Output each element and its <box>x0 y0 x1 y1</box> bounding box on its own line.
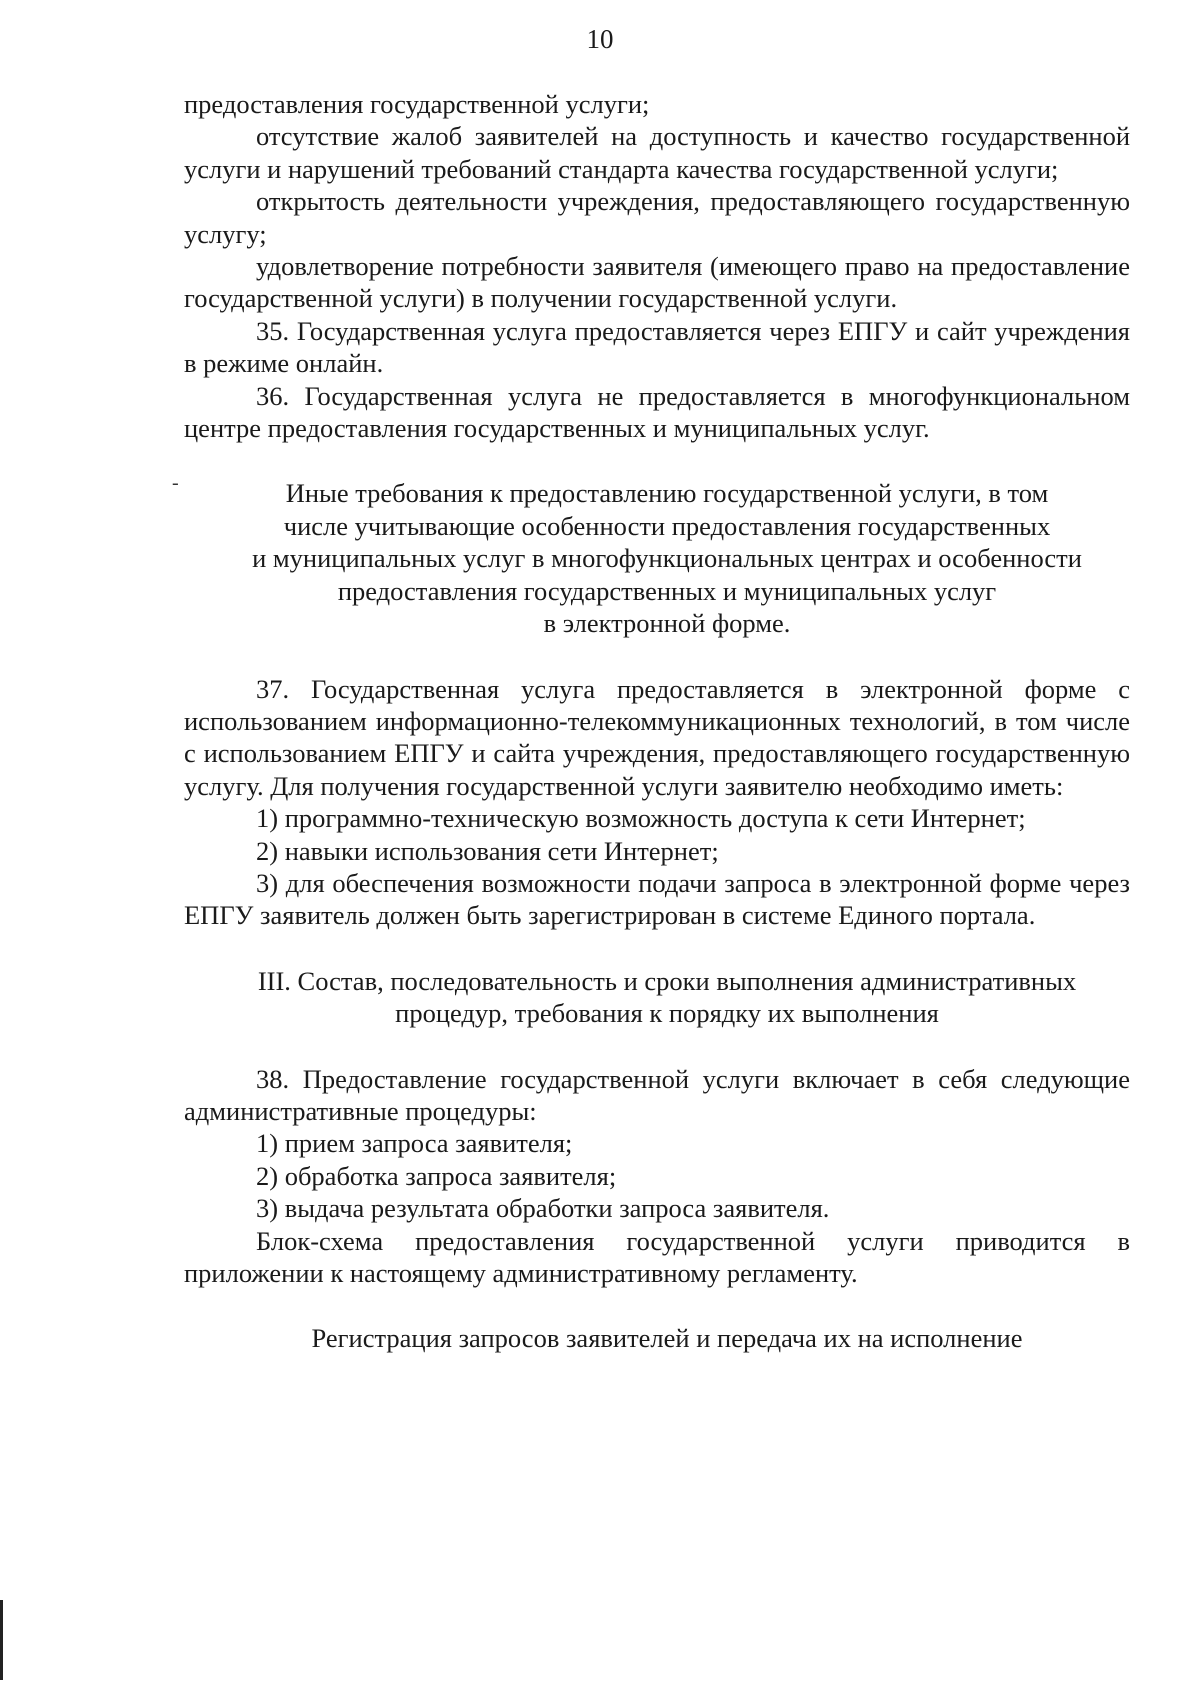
heading-other-requirements <box>184 477 1130 639</box>
heading-line: и муниципальных услуг в многофункциональных центрах и особенности <box>252 543 1082 574</box>
heading-line: процедур, требования к порядку их выполнения <box>395 998 939 1029</box>
list-item: 2) обработка запроса заявителя; <box>256 1160 617 1191</box>
heading-line: III. Состав, последовательность и сроки выполнения административных <box>257 965 1077 996</box>
list-item: 3) для обеспечения возможности подачи запроса в электронной форме через ЕПГУ заявитель должен быть зарегистрирован в системе Единого портала. <box>184 867 1130 931</box>
heading-line: в электронной форме. <box>543 608 791 639</box>
paragraph-openness: открытость деятельности учреждения, предоставляющего государственную услугу; <box>184 186 1130 249</box>
list-item: 1) программно-техническую возможность доступа к сети Интернет; <box>256 803 1026 834</box>
heading-line: числе учитывающие особенности предоставления государственных <box>283 510 1051 541</box>
document-body <box>184 88 1130 1355</box>
list-item: 1) прием запроса заявителя; <box>256 1128 573 1159</box>
heading-line: предоставления государственных и муниципальных услуг <box>337 575 997 606</box>
margin-mark: - <box>172 472 179 494</box>
paragraph-no-complaints: отсутствие жалоб заявителей на доступность и качество государственной услуги и нарушений требований стандарта качества государственной услуги; <box>184 121 1130 184</box>
paragraph-38: 38. Предоставление государственной услуги включает в себя следующие административные процедуры: <box>184 1063 1130 1126</box>
paragraph-satisfaction: удовлетворение потребности заявителя (имеющего право на предоставление государственной услуги) в получении государственной услуги. <box>184 251 1130 314</box>
list-item: 3) выдача результата обработки запроса заявителя. <box>256 1193 830 1224</box>
list-item: 2) навыки использования сети Интернет; <box>256 835 719 866</box>
scan-edge-mark <box>0 1600 3 1680</box>
heading-line: Иные требования к предоставлению государственной услуги, в том <box>285 478 1049 509</box>
paragraph-37: 37. Государственная услуга предоставляется в электронной форме с использованием информационно-телекоммуникационных технологий, в том числе с использованием ЕПГУ и сайта учреждения, предоставляющего государственную услугу. Для получения государственной услуги заявителю необходимо иметь: <box>184 673 1130 801</box>
paragraph-36: 36. Государственная услуга не предоставляется в многофункциональном центре предоставления государственных и муниципальных услуг. <box>184 380 1130 444</box>
page-number: 10 <box>586 24 614 54</box>
heading-line: Регистрация запросов заявителей и передача их на исполнение <box>311 1323 1023 1354</box>
heading-section-3 <box>184 965 1130 1030</box>
paragraph-block-scheme: Блок-схема предоставления государственной услуги приводится в приложении к настоящему административному регламенту. <box>184 1225 1130 1288</box>
paragraph-35: 35. Государственная услуга предоставляется через ЕПГУ и сайт учреждения в режиме онлайн. <box>184 315 1130 379</box>
paragraph-continuation: предоставления государственной услуги; <box>184 89 650 119</box>
heading-registration <box>184 1322 1130 1354</box>
